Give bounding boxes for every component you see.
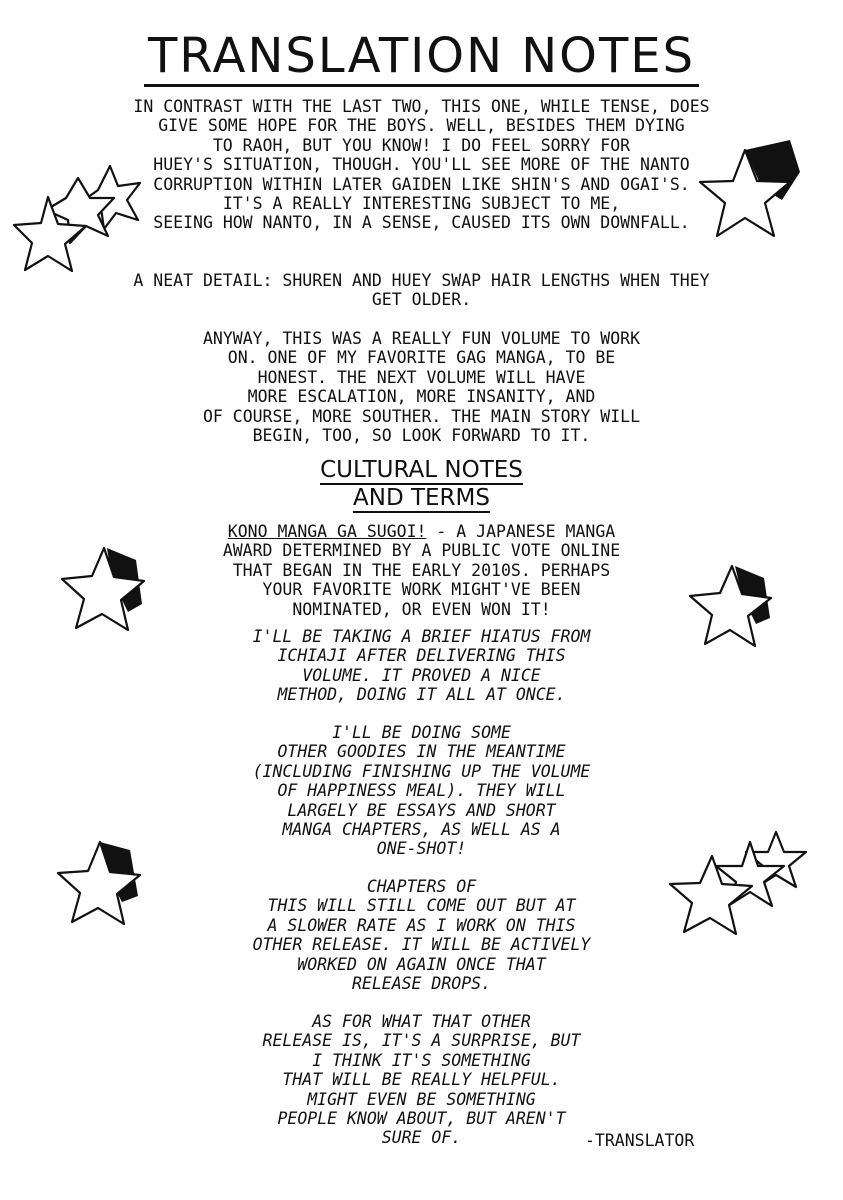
anyway-paragraph: ANYWAY, THIS WAS A REALLY FUN VOLUME TO WORK ON. ONE OF MY FAVORITE GAG MANGA, TO BE HONEST. THE NEXT VOLUME WILL HAVE MORE ESCALATION, MORE INSANITY, AND OF COURSE, MORE SOUTHER. THE MAIN STORY WILL BEGIN, TOO, SO LOOK FORWARD TO IT. <box>202 329 641 446</box>
term-name: KONO MANGA GA SUGOI! <box>227 522 427 541</box>
intro-paragraph: IN CONTRAST WITH THE LAST TWO, THIS ONE, WHILE TENSE, DOES GIVE SOME HOPE FOR THE BOYS. WELL, BESIDES THEM DYING TO RAOH, BUT YOU KNOW! I DO FEEL SORRY FOR HUEY'S SITUATION, THOUGH. YOU'LL SEE MORE OF THE NANTO CORRUPTION WITHIN LATER GAIDEN LIKE SHIN'S AND OGAI'S. IT'S A REALLY INTERESTING SUBJECT TO ME, SEEING HOW NANTO, IN A SENSE, CAUSED ITS OWN DOWNFALL. <box>133 97 710 233</box>
term-definition: KONO MANGA GA SUGOI! - A JAPANESE MANGA AWARD DETERMINED BY A PUBLIC VOTE ONLINE THAT BEGAN IN THE EARLY 2010S. PERHAPS YOUR FAVORITE WORK MIGHT'VE BEEN NOMINATED, OR EVEN WON IT! <box>222 522 621 619</box>
goodies-paragraph: I'LL BE DOING SOME OTHER GOODIES IN THE MEANTIME (INCLUDING FINISHING UP THE VOLUME OF HAPPINESS MEAL). THEY WILL LARGELY BE ESSAYS AND SHORT MANGA CHAPTERS, AS WELL AS A ONE-SHOT! <box>252 723 591 859</box>
cultural-notes-heading: CULTURAL NOTES AND TERMS <box>320 457 523 511</box>
detail-paragraph: A NEAT DETAIL: SHUREN AND HUEY SWAP HAIR LENGTHS WHEN THEY GET OLDER. <box>133 271 710 310</box>
chapters-paragraph: CHAPTERS OF THIS WILL STILL COME OUT BUT AT A SLOWER RATE AS I WORK ON THIS OTHER RELEASE. IT WILL BE ACTIVELY WORKED ON AGAIN ONCE THAT RELEASE DROPS. <box>252 877 591 994</box>
translator-signature: -TRANSLATOR <box>585 1131 695 1150</box>
hiatus-paragraph: I'LL BE TAKING A BRIEF HIATUS FROM ICHIAJI AFTER DELIVERING THIS VOLUME. IT PROVED A NICE METHOD, DOING IT ALL AT ONCE. <box>252 627 591 705</box>
page-title: TRANSLATION NOTES <box>0 28 843 86</box>
surprise-paragraph: AS FOR WHAT THAT OTHER RELEASE IS, IT'S A SURPRISE, BUT I THINK IT'S SOMETHING THAT WILL BE REALLY HELPFUL. MIGHT EVEN BE SOMETHING PEOPLE KNOW ABOUT, BUT AREN'T SURE OF. <box>262 1012 581 1148</box>
